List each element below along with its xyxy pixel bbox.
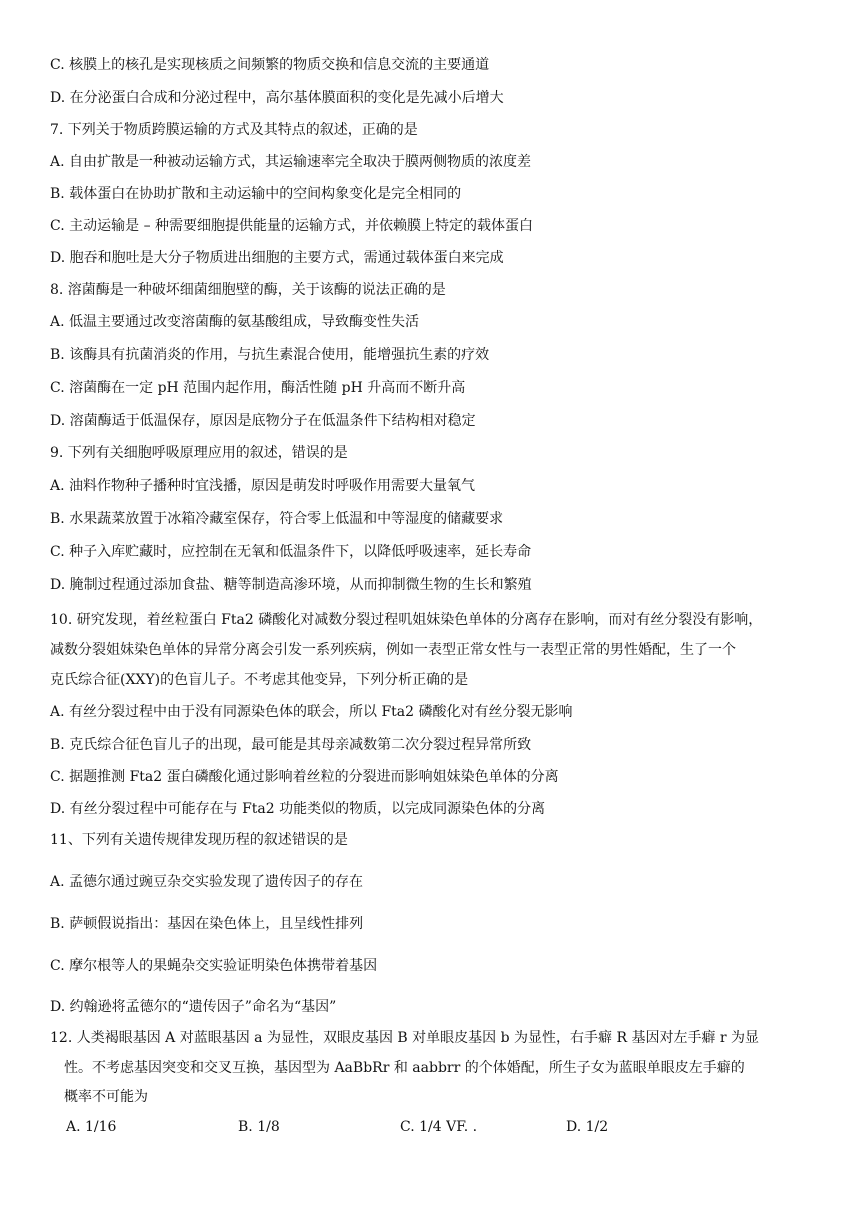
q6-option-d: D. 在分泌蛋白合成和分泌过程中，高尔基体膜面积的变化是先减小后增大 <box>50 90 504 106</box>
q12-stem-line-3: 概率不可能为 <box>64 1089 148 1105</box>
q12-options <box>66 1117 766 1137</box>
q10-option-d: D. 有丝分裂过程中可能存在与 Fta2 功能类似的物质，以完成同源染色体的分离 <box>50 801 546 817</box>
q10-stem-line-1: 10. 研究发现，着丝粒蛋白 Fta2 磷酸化对减数分裂过程叽姐妹染色单体的分离存在影响，而对有丝分裂没有影响， <box>50 612 763 628</box>
q7-option-c: C. 主动运输是 – 种需要细胞提供能量的运输方式，并依赖膜上特定的载体蛋白 <box>50 218 534 234</box>
q9-option-a: A. 油料作物种子播种时宜浅播，原因是萌发时呼吸作用需要大量氧气 <box>50 478 476 494</box>
q7-option-a: A. 自由扩散是一种被动运输方式，其运输速率完全取决于膜两侧物质的浓度差 <box>50 154 532 170</box>
q8-stem: 8. 溶菌酶是一种破坏细菌细胞壁的酶，关于该酶的说法正确的是 <box>50 282 446 298</box>
q10-stem-line-2: 减数分裂姐妹染色单体的异常分离会引发一系列疾病，例如一表型正常女性与一表型正常的男性婚配，生了一个 <box>50 642 736 658</box>
q12-stem-line-1: 12. 人类褐眼基因 A 对蓝眼基因 a 为显性，双眼皮基因 B 对单眼皮基因 b 为显性，右手癖 R 基因对左手癖 r 为显 <box>50 1030 760 1046</box>
q8-option-b: B. 该酶具有抗菌消炎的作用，与抗生素混合使用，能增强抗生素的疗效 <box>50 347 490 363</box>
q10-stem-line-3: 克氏综合征(XXY)的色盲儿子。不考虑其他变异，下列分析正确的是 <box>50 672 469 688</box>
q7-option-b: B. 载体蛋白在协助扩散和主动运输中的空间构象变化是完全相同的 <box>50 186 462 202</box>
q10-option-a: A. 有丝分裂过程中由于没有同源染色体的联会，所以 Fta2 磷酸化对有丝分裂无影响 <box>50 704 573 720</box>
q7-option-d: D. 胞吞和胞吐是大分子物质进出细胞的主要方式，需通过载体蛋白来完成 <box>50 250 504 266</box>
q9-stem: 9. 下列有关细胞呼吸原理应用的叙述，错误的是 <box>50 445 348 461</box>
q11-stem: 11、下列有关遗传规律发现历程的叙述错误的是 <box>50 832 348 848</box>
q11-option-a: A. 孟德尔通过豌豆杂交实验发现了遗传因子的存在 <box>50 874 364 890</box>
q12-stem-line-2: 性。不考虑基因突变和交叉互换，基因型为 AaBbRr 和 aabbrr 的个体婚配，所生子女为蓝眼单眼皮左手癖的 <box>64 1060 745 1076</box>
q8-option-a: A. 低温主要通过改变溶菌酶的氨基酸组成，导致酶变性失活 <box>50 314 420 330</box>
q11-option-b: B. 萨顿假说指出：基因在染色体上，且呈线性排列 <box>50 916 364 932</box>
q12-option-b: B. 1/8 <box>238 1119 280 1135</box>
q12-option-a: A. 1/16 <box>66 1119 117 1135</box>
q8-option-c: C. 溶菌酶在一定 pH 范围内起作用，酶活性随 pH 升高而不断升高 <box>50 380 466 396</box>
q12-option-c: C. 1/4 VF. . <box>400 1119 478 1135</box>
q11-option-d: D. 约翰逊将孟德尔的“遗传因子”命名为“基因” <box>50 999 337 1015</box>
q11-option-c: C. 摩尔根等人的果蝇杂交实验证明染色体携带着基因 <box>50 958 378 974</box>
q9-option-b: B. 水果蔬菜放置于冰箱冷藏室保存，符合零上低温和中等湿度的储藏要求 <box>50 511 504 527</box>
q7-stem: 7. 下列关于物质跨膜运输的方式及其特点的叙述，正确的是 <box>50 122 418 138</box>
q9-option-c: C. 种子入库贮藏时，应控制在无氧和低温条件下，以降低呼吸速率，延长寿命 <box>50 544 532 560</box>
q10-option-c: C. 据题推测 Fta2 蛋白磷酸化通过影响着丝粒的分裂进而影响姐妹染色单体的分离 <box>50 769 559 785</box>
q6-option-c: C. 核膜上的核孔是实现核质之间频繁的物质交换和信息交流的主要通道 <box>50 57 490 73</box>
q12-option-d: D. 1/2 <box>566 1119 609 1135</box>
q10-option-b: B. 克氏综合征色盲儿子的出现，最可能是其母亲减数第二次分裂过程异常所致 <box>50 737 532 753</box>
q8-option-d: D. 溶菌酶适于低温保存，原因是底物分子在低温条件下结构相对稳定 <box>50 413 476 429</box>
q9-option-d: D. 腌制过程通过添加食盐、糖等制造高渗环境，从而抑制微生物的生长和繁殖 <box>50 577 532 593</box>
